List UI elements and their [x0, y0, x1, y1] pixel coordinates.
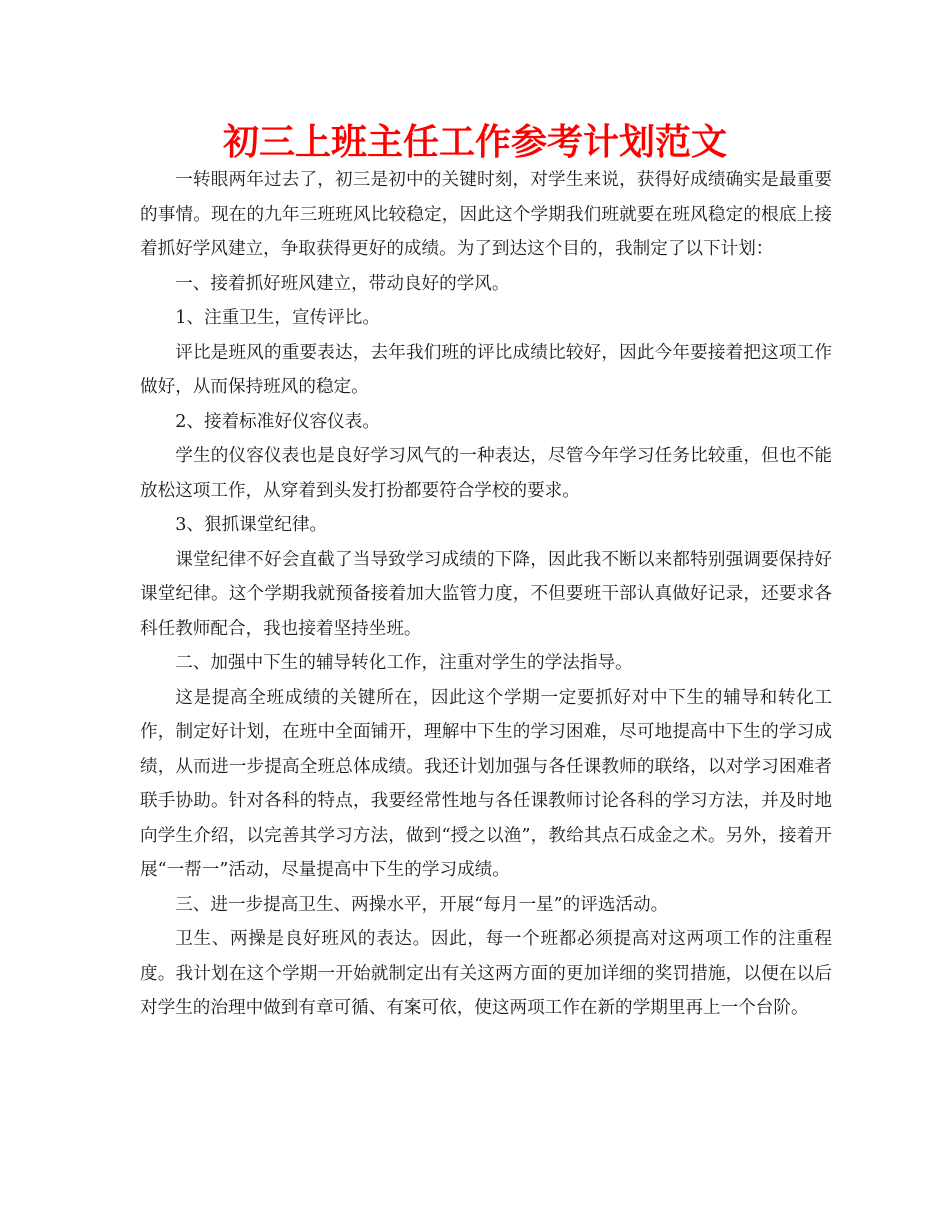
section-heading-2: 二、加强中下生的辅导转化工作，注重对学生的学法指导。	[175, 653, 633, 673]
subheading-1: 1、注重卫生，宣传评比。	[175, 308, 380, 328]
section-heading-3: 三、进一步提高卫生、两操水平，开展“每月一星”的评选活动。	[175, 894, 669, 915]
paragraph: 学生的仪容仪表也是良好学习风气的一种表达，尽管今年学习任务比较重，但也不能放松这项工作，从穿着到头发打扮都要符合学校的要求。	[140, 446, 832, 501]
paragraph: 卫生、两操是良好班风的表达。因此，每一个班都必须提高对这两项工作的注重程度。我计划在这个学期一开始就制定出有关这两方面的更加详细的奖罚措施，以便在以后对学生的治理中做到有章可循、有案可依，使这两项工作在新的学期里再上一个台阶。	[140, 929, 832, 1018]
paragraph: 这是提高全班成绩的关键所在，因此这个学期一定要抓好对中下生的辅导和转化工作，制定好计划，在班中全面铺开，理解中下生的学习困难，尽可地提高中下生的学习成绩，从而进一步提高全班总体成绩。我还计划加强与各任课教师的联络，以对学习困难者联手协助。针对各科的特点，我要经常性地与各任课教师讨论各科的学习方法，并及时地向学生介绍，以完善其学习方法，做到“授之以渔”，教给其点石成金之术。另外，接着开展“一帮一”活动，尽量提高中下生的学习成绩。	[140, 687, 832, 880]
paragraph: 评比是班风的重要表达，去年我们班的评比成绩比较好，因此今年要接着把这项工作做好，从而保持班风的稳定。	[140, 342, 832, 397]
subheading-3: 3、狠抓课堂纪律。	[175, 515, 328, 535]
paragraph-intro: 一转眼两年过去了，初三是初中的关键时刻，对学生来说，获得好成绩确实是最重要的事情。现在的九年三班班风比较稳定，因此这个学期我们班就要在班风稳定的根底上接着抓好学风建立，争取获得更好的成绩。为了到达这个目的，我制定了以下计划：	[140, 170, 832, 259]
section-heading-1: 一、接着抓好班风建立，带动良好的学风。	[175, 273, 510, 294]
document-title: 初三上班主任工作参考计划范文	[222, 122, 727, 163]
document-body	[140, 163, 832, 1026]
paragraph: 课堂纪律不好会直截了当导致学习成绩的下降，因此我不断以来都特别强调要保持好课堂纪律。这个学期我就预备接着加大监管力度，不但要班干部认真做好记录，还要求各科任教师配合，我也接着坚持坐班。	[140, 549, 832, 639]
subheading-2: 2、接着标准好仪容仪表。	[175, 411, 380, 432]
